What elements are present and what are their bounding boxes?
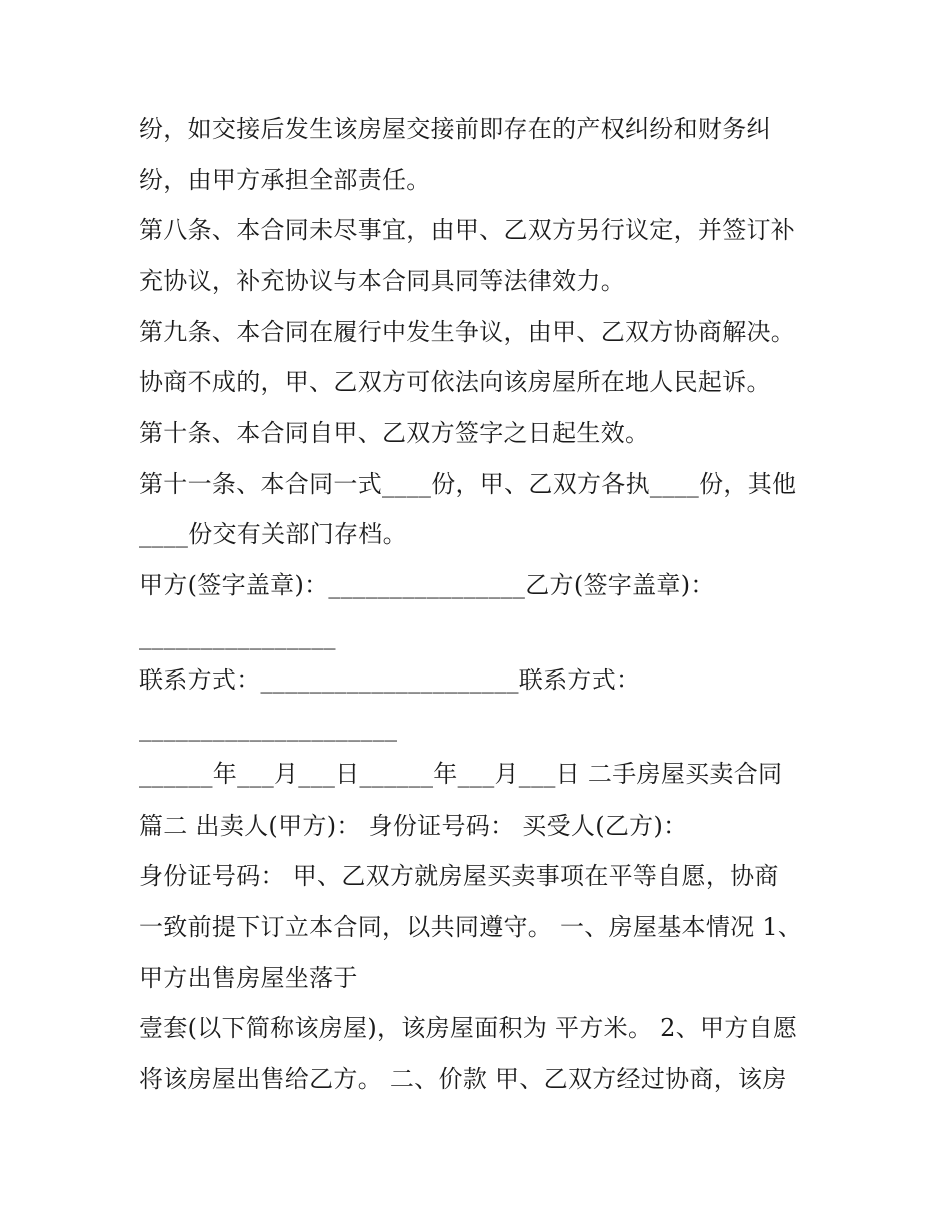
text-line: 身份证号码： 甲、乙双方就房屋买卖事项在平等自愿，协商	[139, 862, 779, 890]
text-line: ____份交有关部门存档。	[139, 520, 407, 548]
text-line: 第八条、本合同未尽事宜，由甲、乙双方另行议定，并签订补	[139, 216, 796, 244]
text-line: 将该房屋出售给乙方。 二、价款 甲、乙双方经过协商，该房	[139, 1065, 787, 1093]
text-line: 第十一条、本合同一式____份，甲、乙双方各执____份，其他	[139, 470, 797, 498]
text-line: 协商不成的，甲、乙双方可依法向该房屋所在地人民起诉。	[139, 368, 771, 396]
text-line: 篇二 出卖人(甲方)： 身份证号码： 买受人(乙方)：	[139, 812, 688, 840]
contact-blank: _____________________	[139, 714, 398, 742]
text-line: 壹套(以下简称该房屋)，该房屋面积为 平方米。 2、甲方自愿	[139, 1014, 798, 1042]
text-line: 一致前提下订立本合同，以共同遵守。 一、房屋基本情况 1、	[139, 913, 803, 941]
date-line: ______年___月___日______年___月___日 二手房屋买卖合同	[139, 760, 783, 788]
text-line: 第九条、本合同在履行中发生争议，由甲、乙双方协商解决。	[139, 318, 796, 346]
text-line: 纷，由甲方承担全部责任。	[139, 166, 431, 194]
contact-line: 联系方式：_____________________联系方式：	[139, 666, 641, 694]
text-line: 第十条、本合同自甲、乙双方签字之日起生效。	[139, 419, 650, 447]
text-line: 甲方出售房屋坐落于	[139, 964, 358, 992]
text-line: 纷，如交接后发生该房屋交接前即存在的产权纠纷和财务纠	[139, 115, 771, 143]
signature-line: 甲方(签字盖章)：________________乙方(签字盖章)：	[139, 571, 715, 599]
text-line: 充协议，补充协议与本合同具同等法律效力。	[139, 267, 625, 295]
signature-blank: ________________	[139, 622, 336, 650]
